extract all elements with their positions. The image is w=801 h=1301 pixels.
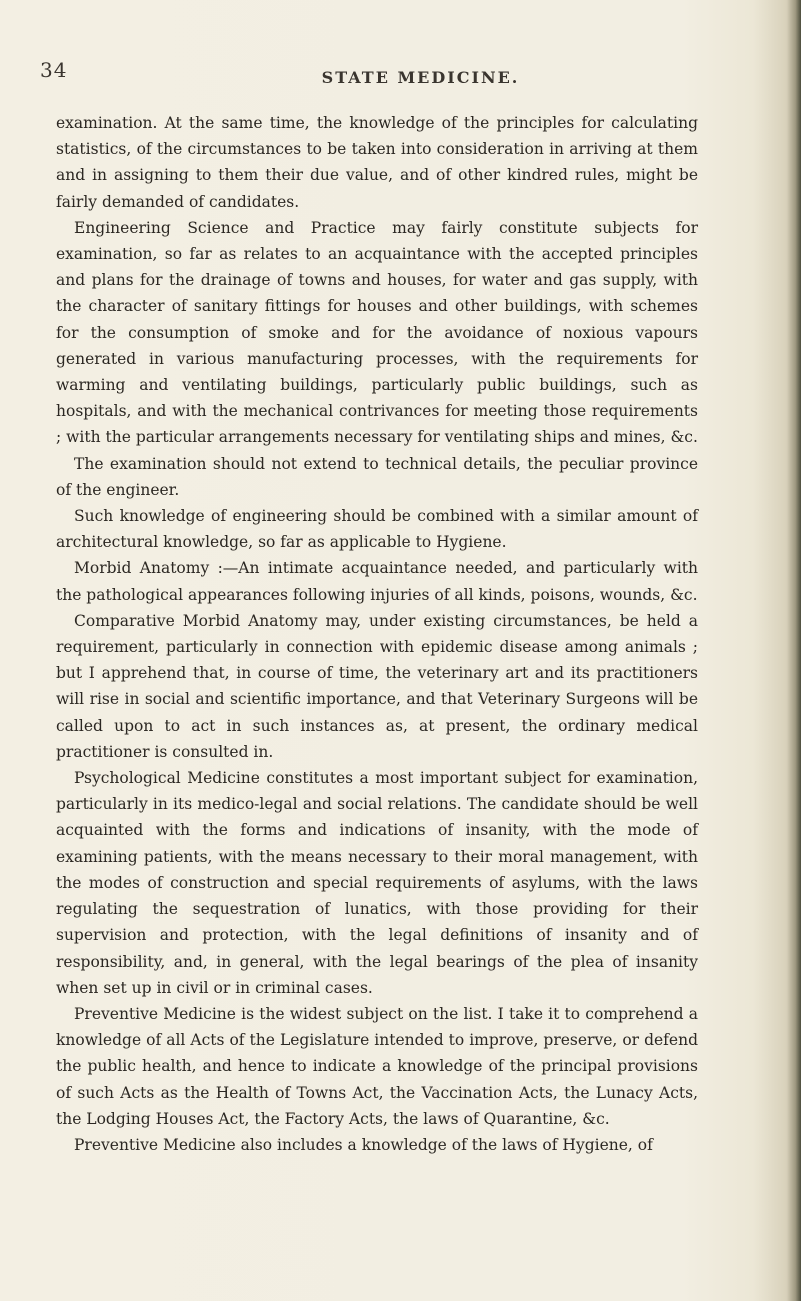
- page-number: 34: [40, 58, 68, 82]
- paragraph: Engineering Science and Practice may fairly constitute subjects for examination, so far as relates to an acquaintance with the accepted principles and plans for the drainage of towns and houses, for water and gas supply, with the character of sanitary fittings for houses and other buildings, with schemes for the consumption of smoke and for the avoidance of noxious vapours generated in various manufacturing processes, with the requirements for warming and ventilating buildings, particularly public buildings, such as hospitals, and with the mechanical contrivances for meeting those requirements ; with the particular arrangements necessary for ventilating ships and mines, &c.: [56, 218, 698, 447]
- paragraph: Preventive Medicine is the widest subject on the list. I take it to comprehend a knowledge of all Acts of the Legislature intended to improve, preserve, or defend the public health, and hence to indicate a knowledge of the principal provisions of such Acts as the Health of Towns Act, the Vaccination Acts, the Lunacy Acts, the Lodging Houses Act, the Factory Acts, the laws of Quarantine, &c.: [56, 1004, 698, 1128]
- paragraph: Such knowledge of engineering should be combined with a similar amount of architectural knowledge, so far as applicable to Hygiene.: [56, 507, 698, 552]
- paragraph: Preventive Medicine also includes a knowledge of the laws of Hygiene, of: [74, 1135, 653, 1154]
- paragraph: Psychological Medicine constitutes a most important subject for examination, particularly in its medico-legal and social relations. The candidate should be well acquainted with the forms and indications of insanity, with the mode of examining patients, with the means necessary to their moral management, with the modes of construction and special requirements of asylums, with the laws regulating the sequestration of lunatics, with those providing for their supervision and protection, with the legal definitions of insanity and of responsibility, and, in general, with the legal bearings of the plea of insanity when set up in civil or in criminal cases.: [56, 769, 698, 997]
- running-head: STATE MEDICINE.: [321, 68, 520, 87]
- paragraph: The examination should not extend to technical details, the peculiar province of the engineer.: [56, 454, 698, 499]
- paragraph: Comparative Morbid Anatomy may, under existing circumstances, be held a requirement, particularly in connection with epidemic disease among animals ; but I apprehend that, in course of time, the veterinary art and its practitioners will rise in social and scientific importance, and that Veterinary Surgeons will be called upon to act in such instances as, at present, the ordinary medical practitioner is consulted in.: [56, 611, 698, 761]
- paragraph: examination. At the same time, the knowledge of the principles for calculating statistics, of the circumstances to be taken into consideration in arriving at them and in assigning to them their due value, and of other kindred rules, might be fairly demanded of candidates.: [56, 114, 698, 211]
- body-text: [56, 110, 698, 1158]
- paragraph: Morbid Anatomy :—An intimate acquaintance needed, and particularly with the pathological appearances following injuries of all kinds, poisons, wounds, &c.: [56, 559, 698, 604]
- page-edge-shadow: [787, 0, 801, 1301]
